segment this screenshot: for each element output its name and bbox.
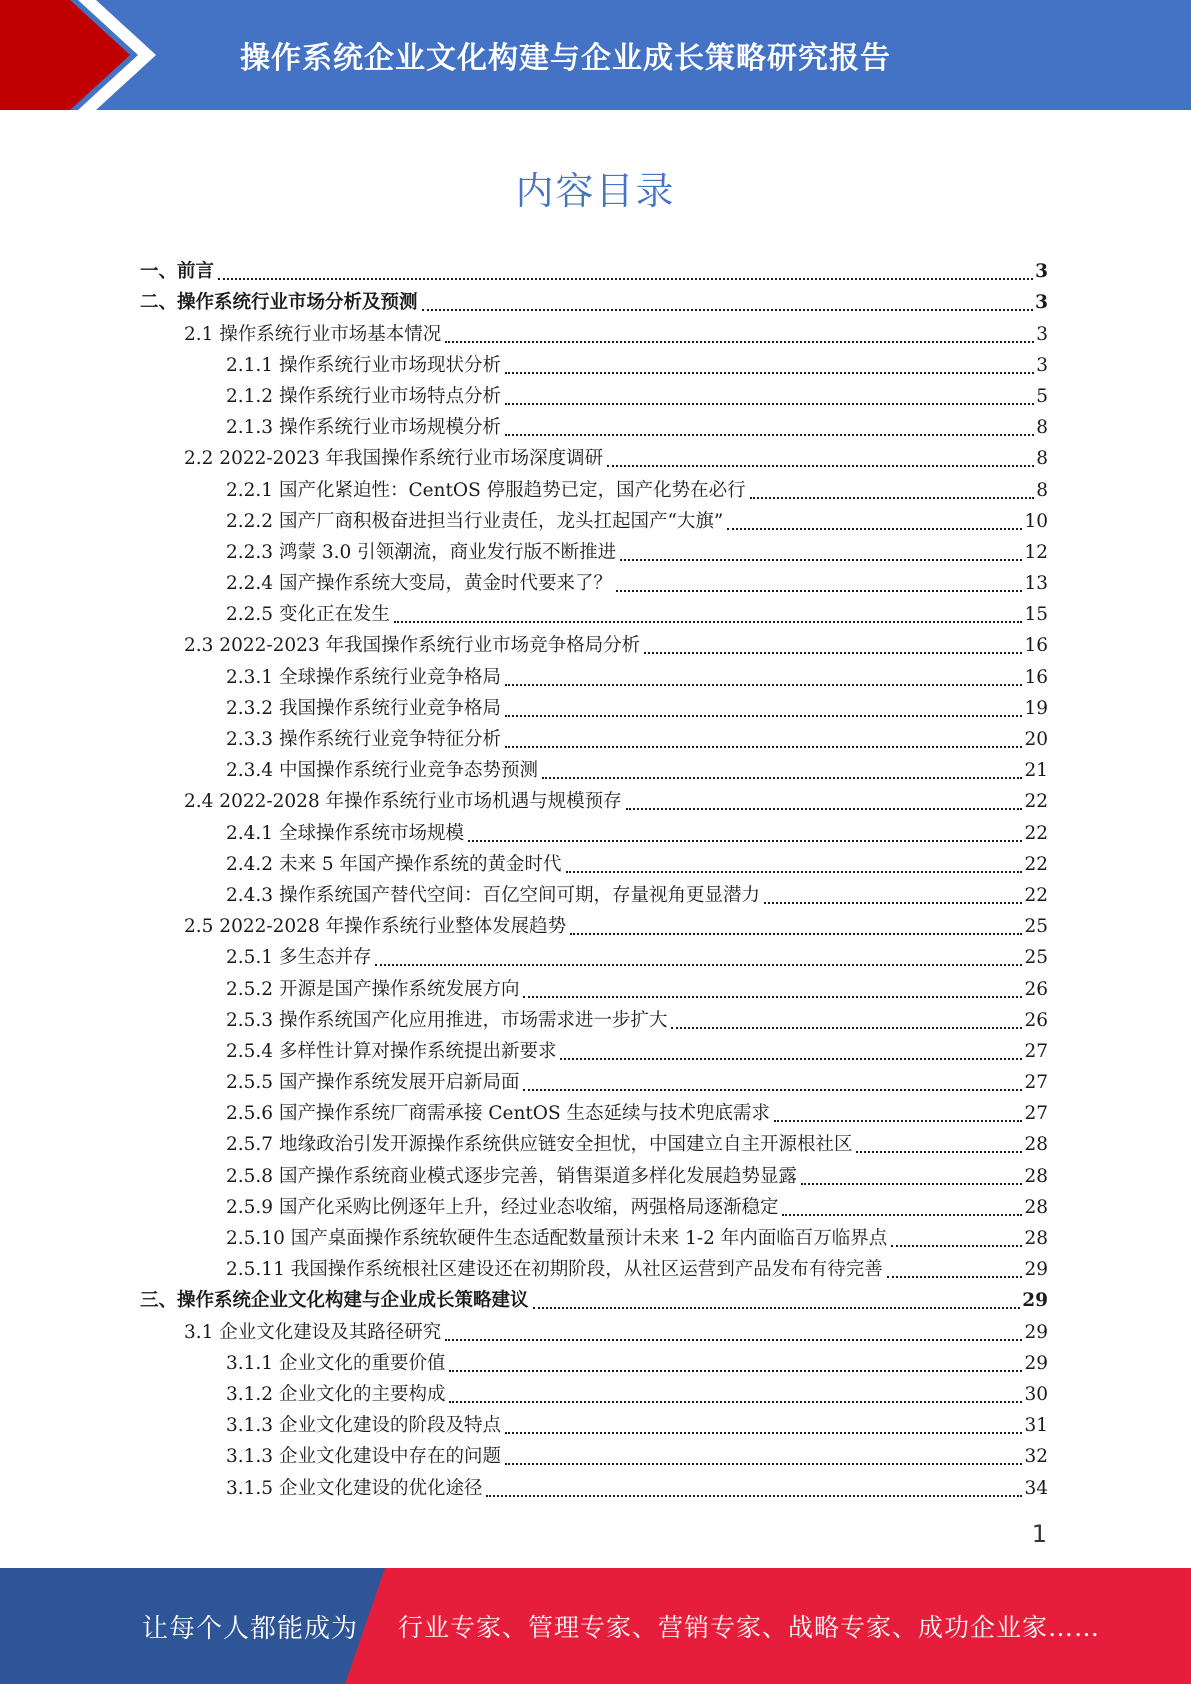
toc-dot-leader [566, 870, 1023, 873]
toc-entry-page: 16 [1024, 666, 1048, 688]
toc-dot-leader [445, 340, 1034, 343]
toc-entry-page: 27 [1024, 1072, 1048, 1094]
toc-entry-label: 2.5.1 多生态并存 [226, 947, 372, 969]
toc-entry[interactable] [140, 1002, 1048, 1033]
toc-entry-label: 2.5.10 国产桌面操作系统软硬件生态适配数量预计未来 1-2 年内面临百万临界点 [226, 1228, 888, 1249]
toc-dot-leader [887, 1275, 1023, 1278]
toc-entry[interactable] [140, 471, 1048, 502]
toc-entry-page: 20 [1024, 729, 1048, 750]
toc-entry[interactable] [140, 1126, 1048, 1157]
footer-slogan-left: 让每个人都能成为 [142, 1613, 359, 1644]
toc-entry-label: 2.5.8 国产操作系统商业模式逐步完善，销售渠道多样化发展趋势显露 [226, 1165, 797, 1187]
toc-dot-leader [505, 1431, 1022, 1434]
toc-entry-page: 3 [1035, 292, 1048, 314]
toc-entry-label: 2.5.6 国产操作系统厂商需承接 CentOS 生态延续与技术兜底需求 [226, 1103, 771, 1125]
toc-entry-label: 2.1.1 操作系统行业市场现状分析 [226, 354, 501, 376]
toc-dot-leader [560, 1057, 1022, 1060]
toc-entry-label: 3.1.1 企业文化的重要价值 [226, 1352, 446, 1374]
toc-entry-label: 2.4.3 操作系统国产替代空间：百亿空间可期，存量视角更显潜力 [226, 884, 760, 906]
toc-entry[interactable] [140, 1407, 1048, 1438]
toc-entry-page: 28 [1024, 1134, 1048, 1156]
toc-dot-leader [449, 1369, 1022, 1372]
toc-entry[interactable] [140, 1469, 1048, 1500]
toc-entry-page: 29 [1024, 1321, 1048, 1343]
toc-entry-label: 3.1.5 企业文化建设的优化途径 [226, 1477, 483, 1499]
toc-dot-leader [644, 651, 1022, 654]
toc-entry-label: 2.4.2 未来 5 年国产操作系统的黄金时代 [226, 853, 562, 875]
toc-entry-label: 2.2.2 国产厂商积极奋进担当行业责任，龙头扛起国产“大旗” [226, 510, 724, 532]
toc-entry-page: 3 [1036, 354, 1048, 376]
toc-dot-leader [523, 1088, 1022, 1091]
toc-dot-leader [505, 714, 1022, 717]
toc-entry[interactable] [140, 877, 1048, 908]
toc-entry-label: 3.1.3 企业文化建设的阶段及特点 [226, 1415, 501, 1437]
toc-entry-label: 2.3 2022-2023 年我国操作系统行业市场竞争格局分析 [184, 635, 641, 657]
toc-entry-label: 2.3.3 操作系统行业竞争特征分析 [226, 729, 501, 750]
toc-dot-leader [505, 1462, 1022, 1465]
toc-entry[interactable] [140, 690, 1048, 721]
toc-entry[interactable] [140, 1220, 1048, 1251]
toc-dot-leader [727, 527, 1022, 530]
toc-entry-page: 13 [1024, 573, 1048, 595]
toc-entry[interactable] [140, 1157, 1048, 1188]
toc-entry[interactable] [140, 409, 1048, 440]
toc-entry-page: 31 [1024, 1415, 1048, 1437]
toc-entry[interactable] [140, 908, 1048, 939]
toc-entry-page: 28 [1024, 1196, 1048, 1218]
toc-entry-label: 2.5.2 开源是国产操作系统发展方向 [226, 978, 520, 1000]
toc-entry-label: 2.2 2022-2023 年我国操作系统行业市场深度调研 [184, 448, 604, 470]
toc-entry-label: 2.5.5 国产操作系统发展开启新局面 [226, 1072, 520, 1094]
toc-entry-label: 2.1.2 操作系统行业市场特点分析 [226, 385, 501, 407]
toc-entry[interactable] [140, 721, 1048, 752]
toc-entry-page: 10 [1024, 510, 1048, 532]
toc-entry-label: 2.1 操作系统行业市场基本情况 [184, 323, 442, 345]
page-footer [0, 1568, 1191, 1684]
toc-entry-label: 3.1.2 企业文化的主要构成 [226, 1383, 446, 1405]
toc-entry-page: 25 [1024, 916, 1048, 938]
toc-entry[interactable] [140, 253, 1048, 284]
toc-entry-page: 19 [1024, 697, 1048, 719]
toc-entry-page: 29 [1024, 1352, 1048, 1374]
toc-dot-leader [505, 683, 1022, 686]
toc-entry[interactable] [140, 378, 1048, 409]
toc-entry-page: 22 [1024, 791, 1048, 813]
toc-dot-leader [394, 620, 1022, 623]
toc-entry[interactable] [140, 315, 1048, 346]
toc-entry-label: 3.1.3 企业文化建设中存在的问题 [226, 1446, 501, 1468]
toc-dot-leader [774, 1119, 1022, 1122]
toc-dot-leader [764, 901, 1022, 904]
toc-entry-label: 2.5.4 多样性计算对操作系统提出新要求 [226, 1040, 557, 1062]
toc-entry-label: 3.1 企业文化建设及其路径研究 [184, 1321, 442, 1343]
page-number: 1 [1031, 1520, 1047, 1548]
toc-dot-leader [671, 1026, 1022, 1029]
toc-entry-page: 26 [1024, 978, 1048, 1000]
toc-entry-page: 29 [1022, 1290, 1048, 1312]
table-of-contents [140, 253, 1048, 1501]
toc-dot-leader [375, 963, 1022, 966]
toc-entry[interactable] [140, 939, 1048, 970]
toc-entry-page: 27 [1024, 1103, 1048, 1125]
toc-entry[interactable] [140, 534, 1048, 565]
toc-entry-page: 8 [1036, 417, 1048, 439]
toc-entry-label: 2.3.2 我国操作系统行业竞争格局 [226, 697, 501, 719]
toc-dot-leader [607, 464, 1034, 467]
toc-dot-leader [449, 1400, 1022, 1403]
toc-entry-page: 27 [1024, 1040, 1048, 1062]
toc-entry-page: 15 [1024, 604, 1048, 626]
toc-entry-page: 30 [1024, 1383, 1048, 1405]
toc-dot-leader [533, 1306, 1021, 1309]
toc-entry[interactable] [140, 1376, 1048, 1407]
toc-entry-page: 29 [1024, 1259, 1048, 1281]
toc-entry-label: 2.3.4 中国操作系统行业竞争态势预测 [226, 760, 538, 782]
toc-entry[interactable] [140, 503, 1048, 534]
toc-entry[interactable] [140, 1033, 1048, 1064]
toc-dot-leader [570, 932, 1022, 935]
toc-entry[interactable] [140, 284, 1048, 315]
toc-dot-leader [468, 839, 1022, 842]
toc-entry[interactable] [140, 596, 1048, 627]
toc-entry[interactable] [140, 1064, 1048, 1095]
toc-dot-leader [626, 807, 1023, 810]
toc-entry-page: 8 [1036, 479, 1048, 501]
toc-entry-label: 一、前言 [140, 261, 215, 283]
toc-entry[interactable] [140, 846, 1048, 877]
toc-entry-page: 32 [1024, 1446, 1048, 1468]
toc-dot-leader [523, 995, 1022, 998]
toc-dot-leader [856, 1150, 1022, 1153]
footer-slogan-right: 行业专家、管理专家、营销专家、战略专家、成功企业家…… [398, 1613, 1101, 1642]
toc-entry-label: 2.3.1 全球操作系统行业竞争格局 [226, 666, 501, 688]
toc-entry-label: 2.2.1 国产化紧迫性：CentOS 停服趋势已定，国产化势在必行 [226, 479, 746, 501]
toc-dot-leader [505, 433, 1034, 436]
toc-entry-label: 2.5 2022-2028 年操作系统行业整体发展趋势 [184, 916, 567, 938]
toc-entry[interactable] [140, 814, 1048, 845]
toc-dot-leader [801, 1182, 1022, 1185]
toc-dot-leader [620, 558, 1022, 561]
toc-entry[interactable] [140, 1438, 1048, 1469]
toc-entry-page: 26 [1024, 1009, 1048, 1031]
toc-dot-leader [505, 371, 1034, 374]
toc-entry-page: 16 [1024, 635, 1048, 657]
toc-entry-page: 25 [1024, 947, 1048, 969]
toc-entry-page: 3 [1036, 323, 1048, 345]
toc-entry-label: 二、操作系统行业市场分析及预测 [140, 292, 418, 314]
toc-entry-label: 2.5.11 我国操作系统根社区建设还在初期阶段，从社区运营到产品发布有待完善 [226, 1259, 883, 1281]
toc-dot-leader [218, 277, 1033, 280]
toc-entry-label: 2.2.3 鸿蒙 3.0 引领潮流，商业发行版不断推进 [226, 541, 617, 563]
toc-entry[interactable] [140, 1345, 1048, 1376]
toc-entry[interactable] [140, 1189, 1048, 1220]
toc-entry-page: 12 [1024, 541, 1048, 563]
toc-entry-page: 22 [1024, 853, 1048, 875]
toc-entry[interactable] [140, 1282, 1048, 1313]
toc-heading: 内容目录 [515, 169, 676, 213]
toc-dot-leader [422, 308, 1034, 311]
toc-dot-leader [505, 745, 1022, 748]
toc-entry-label: 2.5.7 地缘政治引发开源操作系统供应链安全担忧，中国建立自主开源根社区 [226, 1134, 853, 1156]
toc-dot-leader [891, 1244, 1022, 1247]
toc-entry[interactable] [140, 752, 1048, 783]
toc-entry-page: 8 [1036, 448, 1048, 470]
toc-dot-leader [505, 402, 1034, 405]
toc-entry-label: 2.2.4 国产操作系统大变局，黄金时代要来了？ [226, 573, 612, 595]
toc-entry-page: 22 [1024, 822, 1048, 844]
toc-entry-page: 22 [1024, 884, 1048, 906]
toc-entry-page: 28 [1024, 1228, 1048, 1249]
report-title: 操作系统企业文化构建与企业成长策略研究报告 [240, 41, 891, 76]
toc-entry-label: 2.2.5 变化正在发生 [226, 604, 390, 626]
toc-entry-page: 34 [1024, 1477, 1048, 1499]
toc-entry-label: 三、操作系统企业文化构建与企业成长策略建议 [140, 1290, 529, 1312]
toc-dot-leader [542, 776, 1022, 779]
toc-dot-leader [782, 1213, 1022, 1216]
toc-entry-label: 2.5.3 操作系统国产化应用推进，市场需求进一步扩大 [226, 1009, 668, 1031]
toc-entry[interactable] [140, 658, 1048, 689]
toc-entry[interactable] [140, 1095, 1048, 1126]
toc-entry-label: 2.4 2022-2028 年操作系统行业市场机遇与规模预存 [184, 791, 622, 813]
toc-entry-label: 2.1.3 操作系统行业市场规模分析 [226, 417, 501, 439]
toc-entry[interactable] [140, 565, 1048, 596]
toc-entry-page: 28 [1024, 1165, 1048, 1187]
page-header [0, 0, 1191, 110]
toc-entry[interactable] [140, 1251, 1048, 1282]
toc-entry[interactable] [140, 970, 1048, 1001]
toc-entry-label: 2.5.9 国产化采购比例逐年上升，经过业态收缩，两强格局逐渐稳定 [226, 1196, 779, 1218]
toc-dot-leader [445, 1338, 1022, 1341]
toc-entry-page: 3 [1035, 261, 1048, 283]
toc-entry[interactable] [140, 627, 1048, 658]
toc-entry[interactable] [140, 440, 1048, 471]
toc-entry[interactable] [140, 1313, 1048, 1344]
header-arrow-decoration [0, 0, 160, 110]
toc-dot-leader [486, 1494, 1022, 1497]
toc-dot-leader [616, 589, 1022, 592]
toc-entry-label: 2.4.1 全球操作系统市场规模 [226, 822, 464, 844]
toc-entry-page: 21 [1024, 760, 1048, 782]
toc-entry[interactable] [140, 783, 1048, 814]
toc-entry-page: 5 [1036, 385, 1048, 407]
toc-dot-leader [750, 496, 1035, 499]
toc-entry[interactable] [140, 347, 1048, 378]
